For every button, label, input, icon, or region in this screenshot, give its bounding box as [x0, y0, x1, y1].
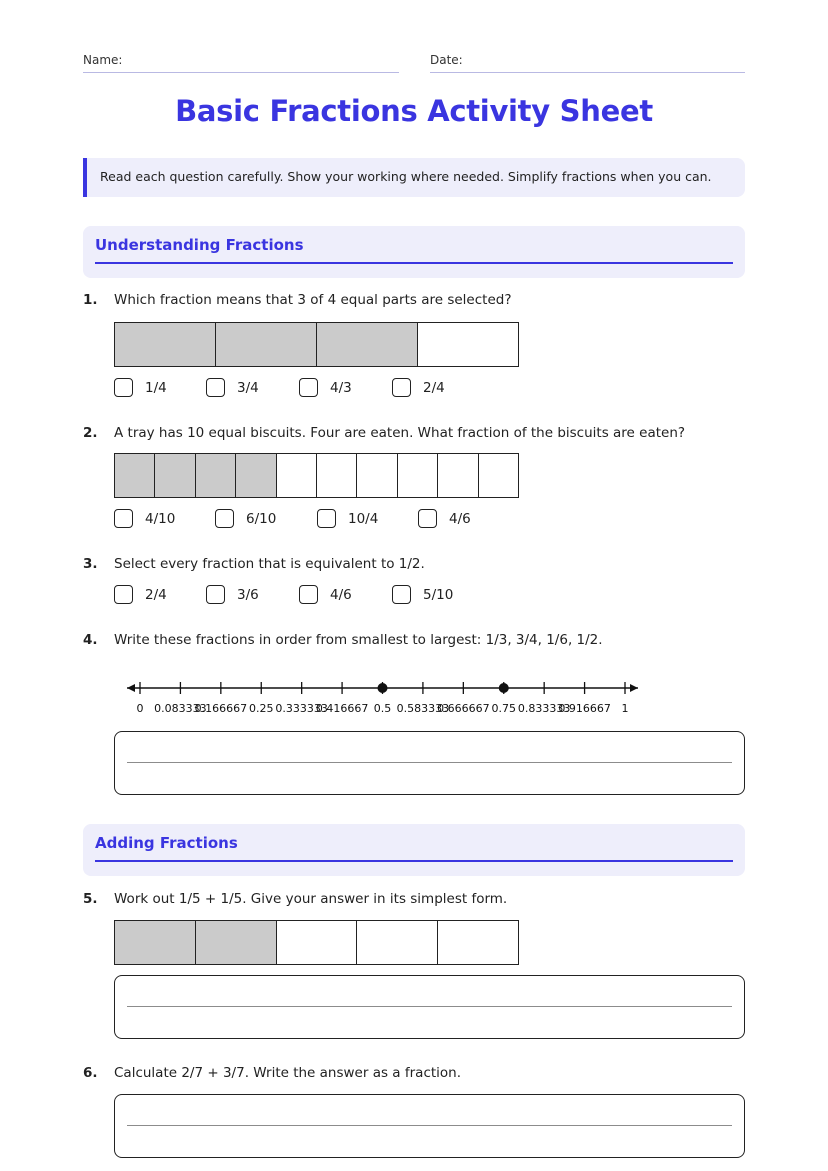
unshaded-part [437, 921, 518, 964]
section-title: Understanding Fractions [95, 236, 304, 254]
question-5-fraction-bar [114, 920, 519, 965]
question-2-option-2[interactable] [215, 509, 276, 528]
tick-label: 0.666667 [437, 702, 490, 715]
unshaded-part [417, 323, 518, 366]
shaded-part [195, 454, 235, 497]
option-label: 4/6 [330, 586, 352, 603]
question-1-option-2[interactable] [206, 378, 259, 397]
checkbox[interactable] [114, 509, 133, 528]
checkbox[interactable] [114, 378, 133, 397]
arrow-right-icon [630, 684, 638, 692]
option-label: 4/3 [330, 379, 352, 396]
unshaded-part [316, 454, 356, 497]
shaded-part [316, 323, 417, 366]
question-2-fraction-bar [114, 453, 519, 498]
checkbox[interactable] [299, 378, 318, 397]
question-4-answer-box[interactable] [114, 731, 745, 795]
option-label: 2/4 [423, 379, 445, 396]
question-3-option-4[interactable] [392, 585, 453, 604]
section-understanding-fractions [83, 226, 745, 278]
question-2-option-4[interactable] [418, 509, 471, 528]
question-6-answer-box[interactable] [114, 1094, 745, 1158]
section-title: Adding Fractions [95, 834, 238, 852]
shaded-part [115, 454, 154, 497]
date-field[interactable] [430, 72, 745, 73]
question-1-option-4[interactable] [392, 378, 445, 397]
tick-label: 0.25 [249, 702, 274, 715]
question-4-text: Write these fractions in order from smallest to largest: 1/3, 3/4, 1/6, 1/2. [114, 632, 603, 648]
tick-label: 0.916667 [558, 702, 611, 715]
tick-label: 0.583333 [396, 702, 450, 715]
option-label: 3/4 [237, 379, 259, 396]
question-5-number: 5. [83, 891, 98, 907]
shaded-part [154, 454, 194, 497]
option-label: 2/4 [145, 586, 167, 603]
checkbox[interactable] [392, 378, 411, 397]
shaded-part [115, 323, 215, 366]
unshaded-part [356, 454, 396, 497]
option-label: 10/4 [348, 510, 379, 527]
option-label: 5/10 [423, 586, 454, 603]
tick-label: 0.166667 [194, 702, 248, 715]
shaded-part [195, 921, 276, 964]
instructions-text: Read each question carefully. Show your working where needed. Simplify fractions when you can. [100, 169, 712, 184]
checkbox[interactable] [392, 585, 411, 604]
unshaded-part [478, 454, 518, 497]
question-3-option-1[interactable] [114, 585, 167, 604]
instructions-box [83, 158, 745, 197]
marked-point [378, 683, 388, 693]
question-1-text: Which fraction means that 3 of 4 equal parts are selected? [114, 292, 512, 308]
section-divider [95, 262, 733, 264]
checkbox[interactable] [215, 509, 234, 528]
marked-point [499, 683, 509, 693]
question-5-answer-box[interactable] [114, 975, 745, 1039]
question-1-option-3[interactable] [299, 378, 352, 397]
name-field[interactable] [83, 72, 399, 73]
tick-label: 0 [136, 702, 144, 715]
checkbox[interactable] [206, 378, 225, 397]
question-1-fraction-bar [114, 322, 519, 367]
question-3-text: Select every fraction that is equivalent to 1/2. [114, 556, 425, 572]
checkbox[interactable] [299, 585, 318, 604]
shaded-part [215, 323, 316, 366]
question-2-text: A tray has 10 equal biscuits. Four are eaten. What fraction of the biscuits are eaten? [114, 425, 686, 441]
checkbox[interactable] [418, 509, 437, 528]
question-2-number: 2. [83, 425, 98, 441]
arrow-left-icon [127, 684, 135, 692]
question-4-number: 4. [83, 632, 98, 648]
question-3-number: 3. [83, 556, 98, 572]
tick-label: 0.5 [373, 702, 392, 715]
unshaded-part [437, 454, 477, 497]
option-label: 6/10 [246, 510, 277, 527]
question-1-number: 1. [83, 292, 98, 308]
unshaded-part [276, 454, 316, 497]
option-label: 3/6 [237, 586, 259, 603]
tick-label: 0.083333 [154, 702, 207, 715]
section-divider [95, 860, 733, 862]
question-2-option-1[interactable] [114, 509, 175, 528]
checkbox[interactable] [317, 509, 336, 528]
name-label: Name: [83, 53, 123, 67]
tick-label: 0.75 [491, 702, 516, 715]
question-6-number: 6. [83, 1065, 98, 1081]
unshaded-part [356, 921, 437, 964]
answer-line [127, 762, 732, 763]
option-label: 4/6 [449, 510, 471, 527]
section-adding-fractions [83, 824, 745, 876]
unshaded-part [276, 921, 357, 964]
question-5-text: Work out 1/5 + 1/5. Give your answer in its simplest form. [114, 891, 508, 907]
tick-label: 1 [621, 702, 629, 715]
unshaded-part [397, 454, 437, 497]
question-1-option-1[interactable] [114, 378, 167, 397]
question-2-option-3[interactable] [317, 509, 378, 528]
checkbox[interactable] [114, 585, 133, 604]
date-label: Date: [430, 53, 463, 67]
shaded-part [235, 454, 275, 497]
option-label: 4/10 [145, 510, 176, 527]
tick-label: 0.416667 [315, 702, 369, 715]
option-label: 1/4 [145, 379, 167, 396]
checkbox[interactable] [206, 585, 225, 604]
tick-label: 0.333333 [275, 702, 328, 715]
question-3-option-2[interactable] [206, 585, 259, 604]
question-4-number-line [0, 670, 828, 730]
answer-line [127, 1125, 732, 1126]
shaded-part [115, 921, 195, 964]
page-title: Basic Fractions Activity Sheet [175, 94, 653, 128]
question-6-text: Calculate 2/7 + 3/7. Write the answer as a fraction. [114, 1065, 462, 1081]
tick-label: 0.833333 [517, 702, 571, 715]
answer-line [127, 1006, 732, 1007]
question-3-option-3[interactable] [299, 585, 352, 604]
